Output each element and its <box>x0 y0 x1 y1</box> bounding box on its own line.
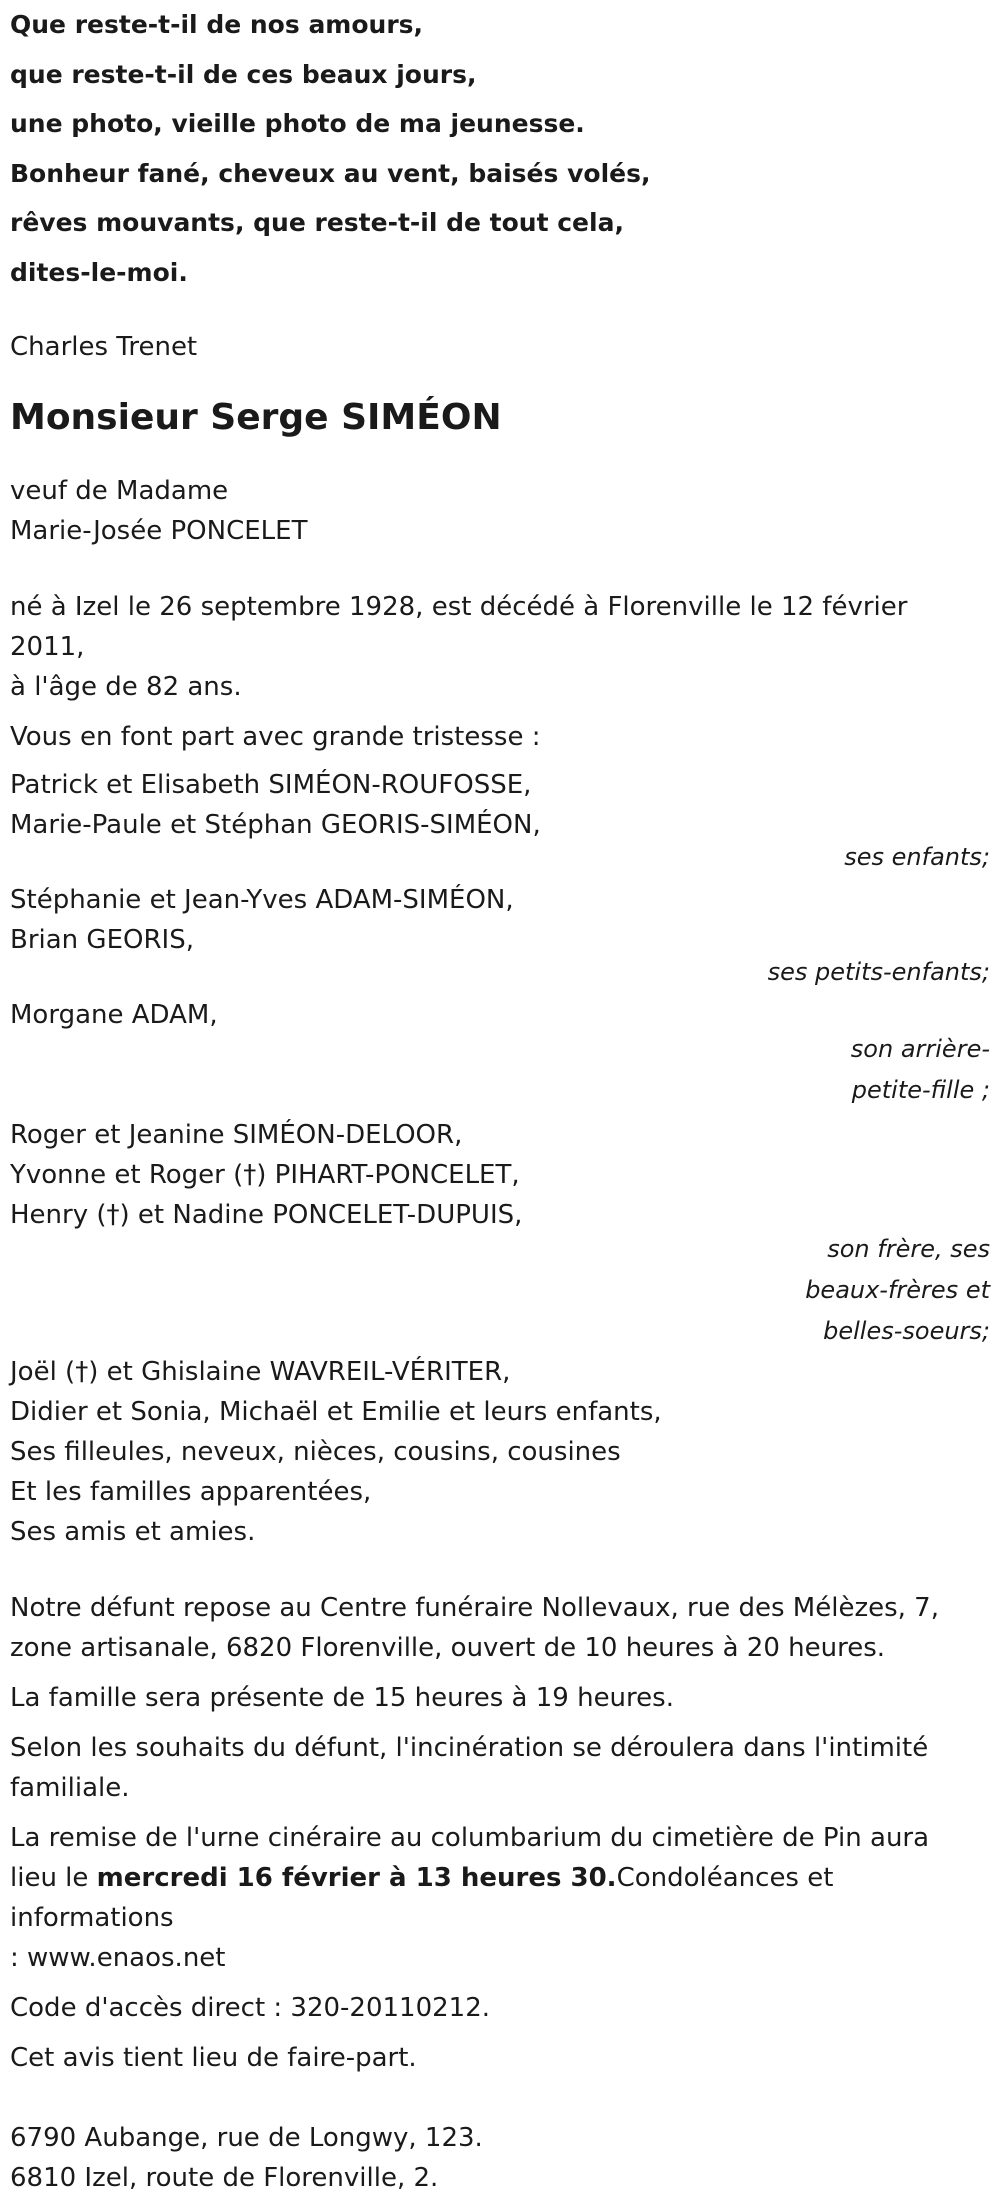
grandchildren-list <box>10 880 990 960</box>
family-member: Didier et Sonia, Michaël et Emilie et leurs enfants, <box>10 1397 662 1427</box>
family-member: Ses filleules, neveux, nièces, cousins, cousines <box>10 1437 621 1467</box>
poem-line: dites-le-moi. <box>10 257 188 287</box>
family-member: Patrick et Elisabeth SIMÉON-ROUFOSSE, <box>10 770 532 800</box>
family-member: Stéphanie et Jean-Yves ADAM-SIMÉON, <box>10 885 514 915</box>
family-member: Henry (†) et Nadine PONCELET-DUPUIS, <box>10 1200 523 1230</box>
other-family-list <box>10 1352 990 1552</box>
family-presence: La famille sera présente de 15 heures à 19 heures. <box>10 1683 674 1713</box>
poem-author: Charles Trenet <box>10 332 198 362</box>
urn-info <box>10 1818 990 1978</box>
relation-label: ses enfants; <box>844 843 990 871</box>
relation-label: son frère, ses <box>827 1235 990 1263</box>
poem-line: que reste-t-il de ces beaux jours, <box>10 59 477 89</box>
cremation-line: Selon les souhaits du défunt, l'incinération se déroulera dans l'intimité <box>10 1733 929 1763</box>
poem-line: une photo, vieille photo de ma jeunesse. <box>10 109 585 138</box>
birth-death-info <box>10 587 990 707</box>
deceased-name: Monsieur Serge SIMÉON <box>10 397 502 438</box>
relation-label: ses petits-enfants; <box>767 958 990 986</box>
address-line: 6790 Aubange, rue de Longwy, 123. <box>10 2123 483 2153</box>
family-member: Ses amis et amies. <box>10 1517 256 1547</box>
poem-line: Bonheur fané, cheveux au vent, baisés volés, <box>10 158 651 188</box>
spouse-line: Marie-Josée PONCELET <box>10 516 308 546</box>
family-member: Yvonne et Roger (†) PIHART-PONCELET, <box>10 1160 520 1190</box>
family-member: Marie-Paule et Stéphan GEORIS-SIMÉON, <box>10 810 541 840</box>
family-member: Roger et Jeanine SIMÉON-DELOOR, <box>10 1120 463 1150</box>
repose-line: Notre défunt repose au Centre funéraire Nollevaux, rue des Mélèzes, 7, <box>10 1593 939 1623</box>
spouse-line: veuf de Madame <box>10 476 229 506</box>
addresses <box>10 2118 990 2198</box>
poem-line: Que reste-t-il de nos amours, <box>10 10 424 39</box>
poem-line: rêves mouvants, que reste-t-il de tout cela, <box>10 208 624 237</box>
family-member: Brian GEORIS, <box>10 925 194 955</box>
relation-label: petite-fille ; <box>851 1076 990 1104</box>
family-member: Joël (†) et Ghislaine WAVREIL-VÉRITER, <box>10 1357 511 1387</box>
cremation-line: familiale. <box>10 1773 130 1803</box>
repose-info <box>10 1588 990 1668</box>
birth-death-line: à l'âge de 82 ans. <box>10 672 242 702</box>
great-grandchildren-relation <box>10 1029 990 1111</box>
urn-date: mercredi 16 février à 13 heures 30. <box>96 1863 617 1893</box>
urn-line-prefix: lieu le <box>10 1863 97 1893</box>
relation-label: belles-soeurs; <box>823 1317 990 1345</box>
relation-label: son arrière- <box>850 1035 990 1063</box>
urn-line <box>10 1858 990 1938</box>
notice: Cet avis tient lieu de faire-part. <box>10 2043 417 2073</box>
family-member: Et les familles apparentées, <box>10 1477 372 1507</box>
obituary-page <box>10 0 990 2198</box>
cremation-info <box>10 1728 990 1808</box>
spouse-info <box>10 471 990 551</box>
urn-line: La remise de l'urne cinéraire au columbarium du cimetière de Pin aura <box>10 1823 930 1853</box>
birth-death-line: né à Izel le 26 septembre 1928, est décédé à Florenville le 12 février 2011, <box>10 592 908 662</box>
relation-label: beaux-frères et <box>805 1276 990 1304</box>
children-list <box>10 765 990 845</box>
repose-line: zone artisanale, 6820 Florenville, ouvert de 10 heures à 20 heures. <box>10 1633 885 1663</box>
website-line: : www.enaos.net <box>10 1943 226 1973</box>
announcement: Vous en font part avec grande tristesse : <box>10 722 541 752</box>
address-line: 6810 Izel, route de Florenville, 2. <box>10 2163 439 2193</box>
siblings-relation <box>10 1229 990 1352</box>
urn-line-suffix: Condoléances et informations <box>10 1863 834 1933</box>
access-code: Code d'accès direct : 320-20110212. <box>10 1993 491 2023</box>
poem <box>10 0 990 297</box>
siblings-list <box>10 1115 990 1235</box>
family-member: Morgane ADAM, <box>10 1000 218 1030</box>
